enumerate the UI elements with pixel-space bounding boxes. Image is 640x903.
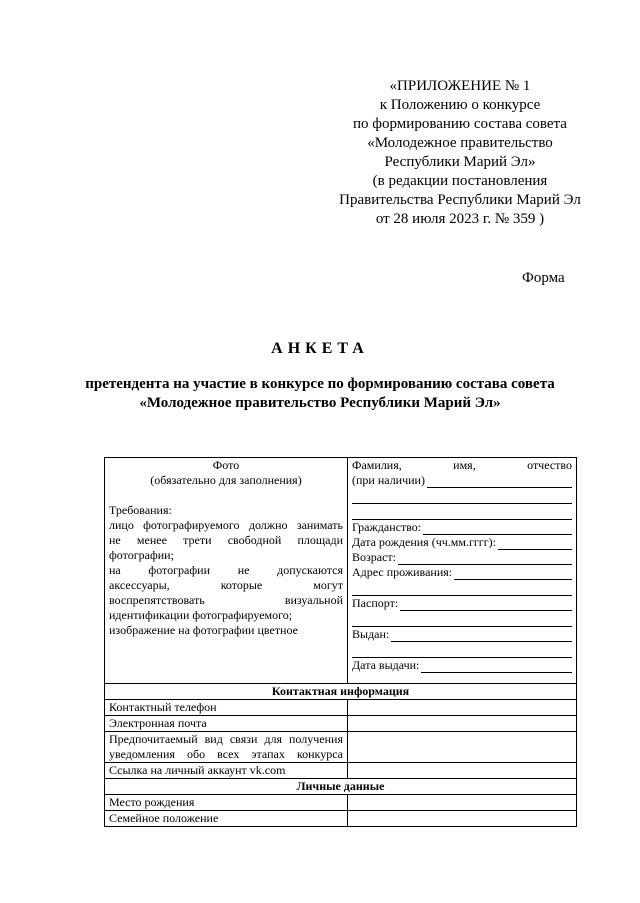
issued-line: [352, 627, 572, 642]
contact-row-label: Ссылка на личный аккаунт vk.com: [105, 763, 348, 779]
age-field[interactable]: [398, 552, 572, 565]
passport-field[interactable]: [400, 598, 572, 611]
citizenship-line: [352, 520, 572, 535]
birth-date-line: [352, 535, 572, 550]
appendix-line: к Положению о конкурсе: [379, 97, 541, 113]
fio-field-3[interactable]: [352, 506, 572, 520]
vk-link-field[interactable]: [348, 763, 577, 779]
passport-field-2[interactable]: [352, 613, 572, 627]
contact-row-label: Контактный телефон: [105, 700, 348, 716]
marital-status-field[interactable]: [348, 811, 577, 827]
personal-row-label: Семейное положение: [105, 811, 348, 827]
requirement-line: воспрепятствовать визуальной: [109, 593, 343, 607]
address-field[interactable]: [454, 567, 572, 580]
appendix-line: (в редакции постановления: [372, 173, 548, 189]
appendix-line: «Молодежное правительство: [367, 135, 553, 151]
personal-row-label: Место рождения: [105, 795, 348, 811]
requirement-line: на фотографии не допускаются: [109, 563, 343, 577]
requirement-line: не менее трети свободной площади: [109, 533, 343, 547]
fio-field[interactable]: [427, 475, 572, 488]
requirements-label: Требования:: [109, 503, 172, 517]
requirement-line: идентификации фотографируемого;: [109, 608, 293, 622]
age-label: Возраст:: [352, 550, 396, 564]
photo-note: (обязательно для заполнения): [150, 473, 302, 487]
passport-line: [352, 596, 572, 611]
document-subtitle: [0, 375, 640, 413]
questionnaire-table: [104, 457, 577, 827]
contact-row-label: Предпочитаемый вид связи для получения уведомления обо всех этапах конкурса: [105, 732, 348, 763]
address-label: Адрес проживания:: [352, 565, 453, 579]
appendix-line: от 28 июля 2023 г. № 359 ): [375, 211, 545, 227]
contact-phone-field[interactable]: [348, 700, 577, 716]
requirement-line: изображение на фотографии цветное: [109, 623, 298, 637]
appendix-line: Правительства Республики Марий Эл: [339, 192, 581, 208]
document-title: АНКЕТА: [271, 340, 369, 357]
contact-row-label: Электронная почта: [105, 716, 348, 732]
requirement-line: лицо фотографируемого должно занимать: [109, 518, 343, 532]
appendix-line: по формированию состава совета: [353, 116, 567, 132]
fio-note: (при наличии): [352, 473, 425, 487]
address-field-2[interactable]: [352, 582, 572, 596]
appendix-line: «ПРИЛОЖЕНИЕ № 1: [389, 78, 531, 94]
appendix-line: Республики Марий Эл»: [384, 154, 536, 170]
photo-heading: Фото: [212, 458, 240, 472]
birthplace-field[interactable]: [348, 795, 577, 811]
fio-label: Фамилия, имя, отчество: [352, 458, 572, 472]
requirement-line: фотографии;: [109, 548, 174, 562]
issue-date-field[interactable]: [421, 660, 572, 673]
fio-field-2[interactable]: [352, 490, 572, 504]
birth-date-field[interactable]: [498, 537, 572, 550]
citizenship-label: Гражданство:: [352, 520, 422, 534]
issue-date-line: [352, 658, 572, 673]
issued-field[interactable]: [391, 629, 572, 642]
age-line: [352, 550, 572, 565]
requirement-line: аксессуары, которые могут: [109, 578, 343, 592]
form-label: Форма: [522, 270, 565, 286]
preferred-contact-field[interactable]: [348, 732, 577, 763]
appendix-header: [300, 77, 620, 229]
email-field[interactable]: [348, 716, 577, 732]
issue-date-label: Дата выдачи:: [352, 658, 420, 672]
photo-cell[interactable]: [105, 458, 348, 684]
personal-info-cell: [348, 458, 577, 684]
issued-label: Выдан:: [352, 627, 390, 641]
contact-section-heading: Контактная информация: [105, 684, 577, 700]
address-line: [352, 565, 572, 580]
subtitle-line-2: «Молодежное правительство Республики Марий Эл»: [139, 395, 501, 411]
passport-label: Паспорт:: [352, 596, 399, 610]
birth-date-label: Дата рождения (чч.мм.гггг):: [352, 535, 496, 549]
issued-field-2[interactable]: [352, 644, 572, 658]
citizenship-field[interactable]: [423, 522, 572, 535]
personal-section-heading: Личные данные: [105, 779, 577, 795]
fio-note-line: [352, 473, 572, 488]
subtitle-line-1: претендента на участие в конкурсе по формированию состава совета: [85, 376, 555, 392]
